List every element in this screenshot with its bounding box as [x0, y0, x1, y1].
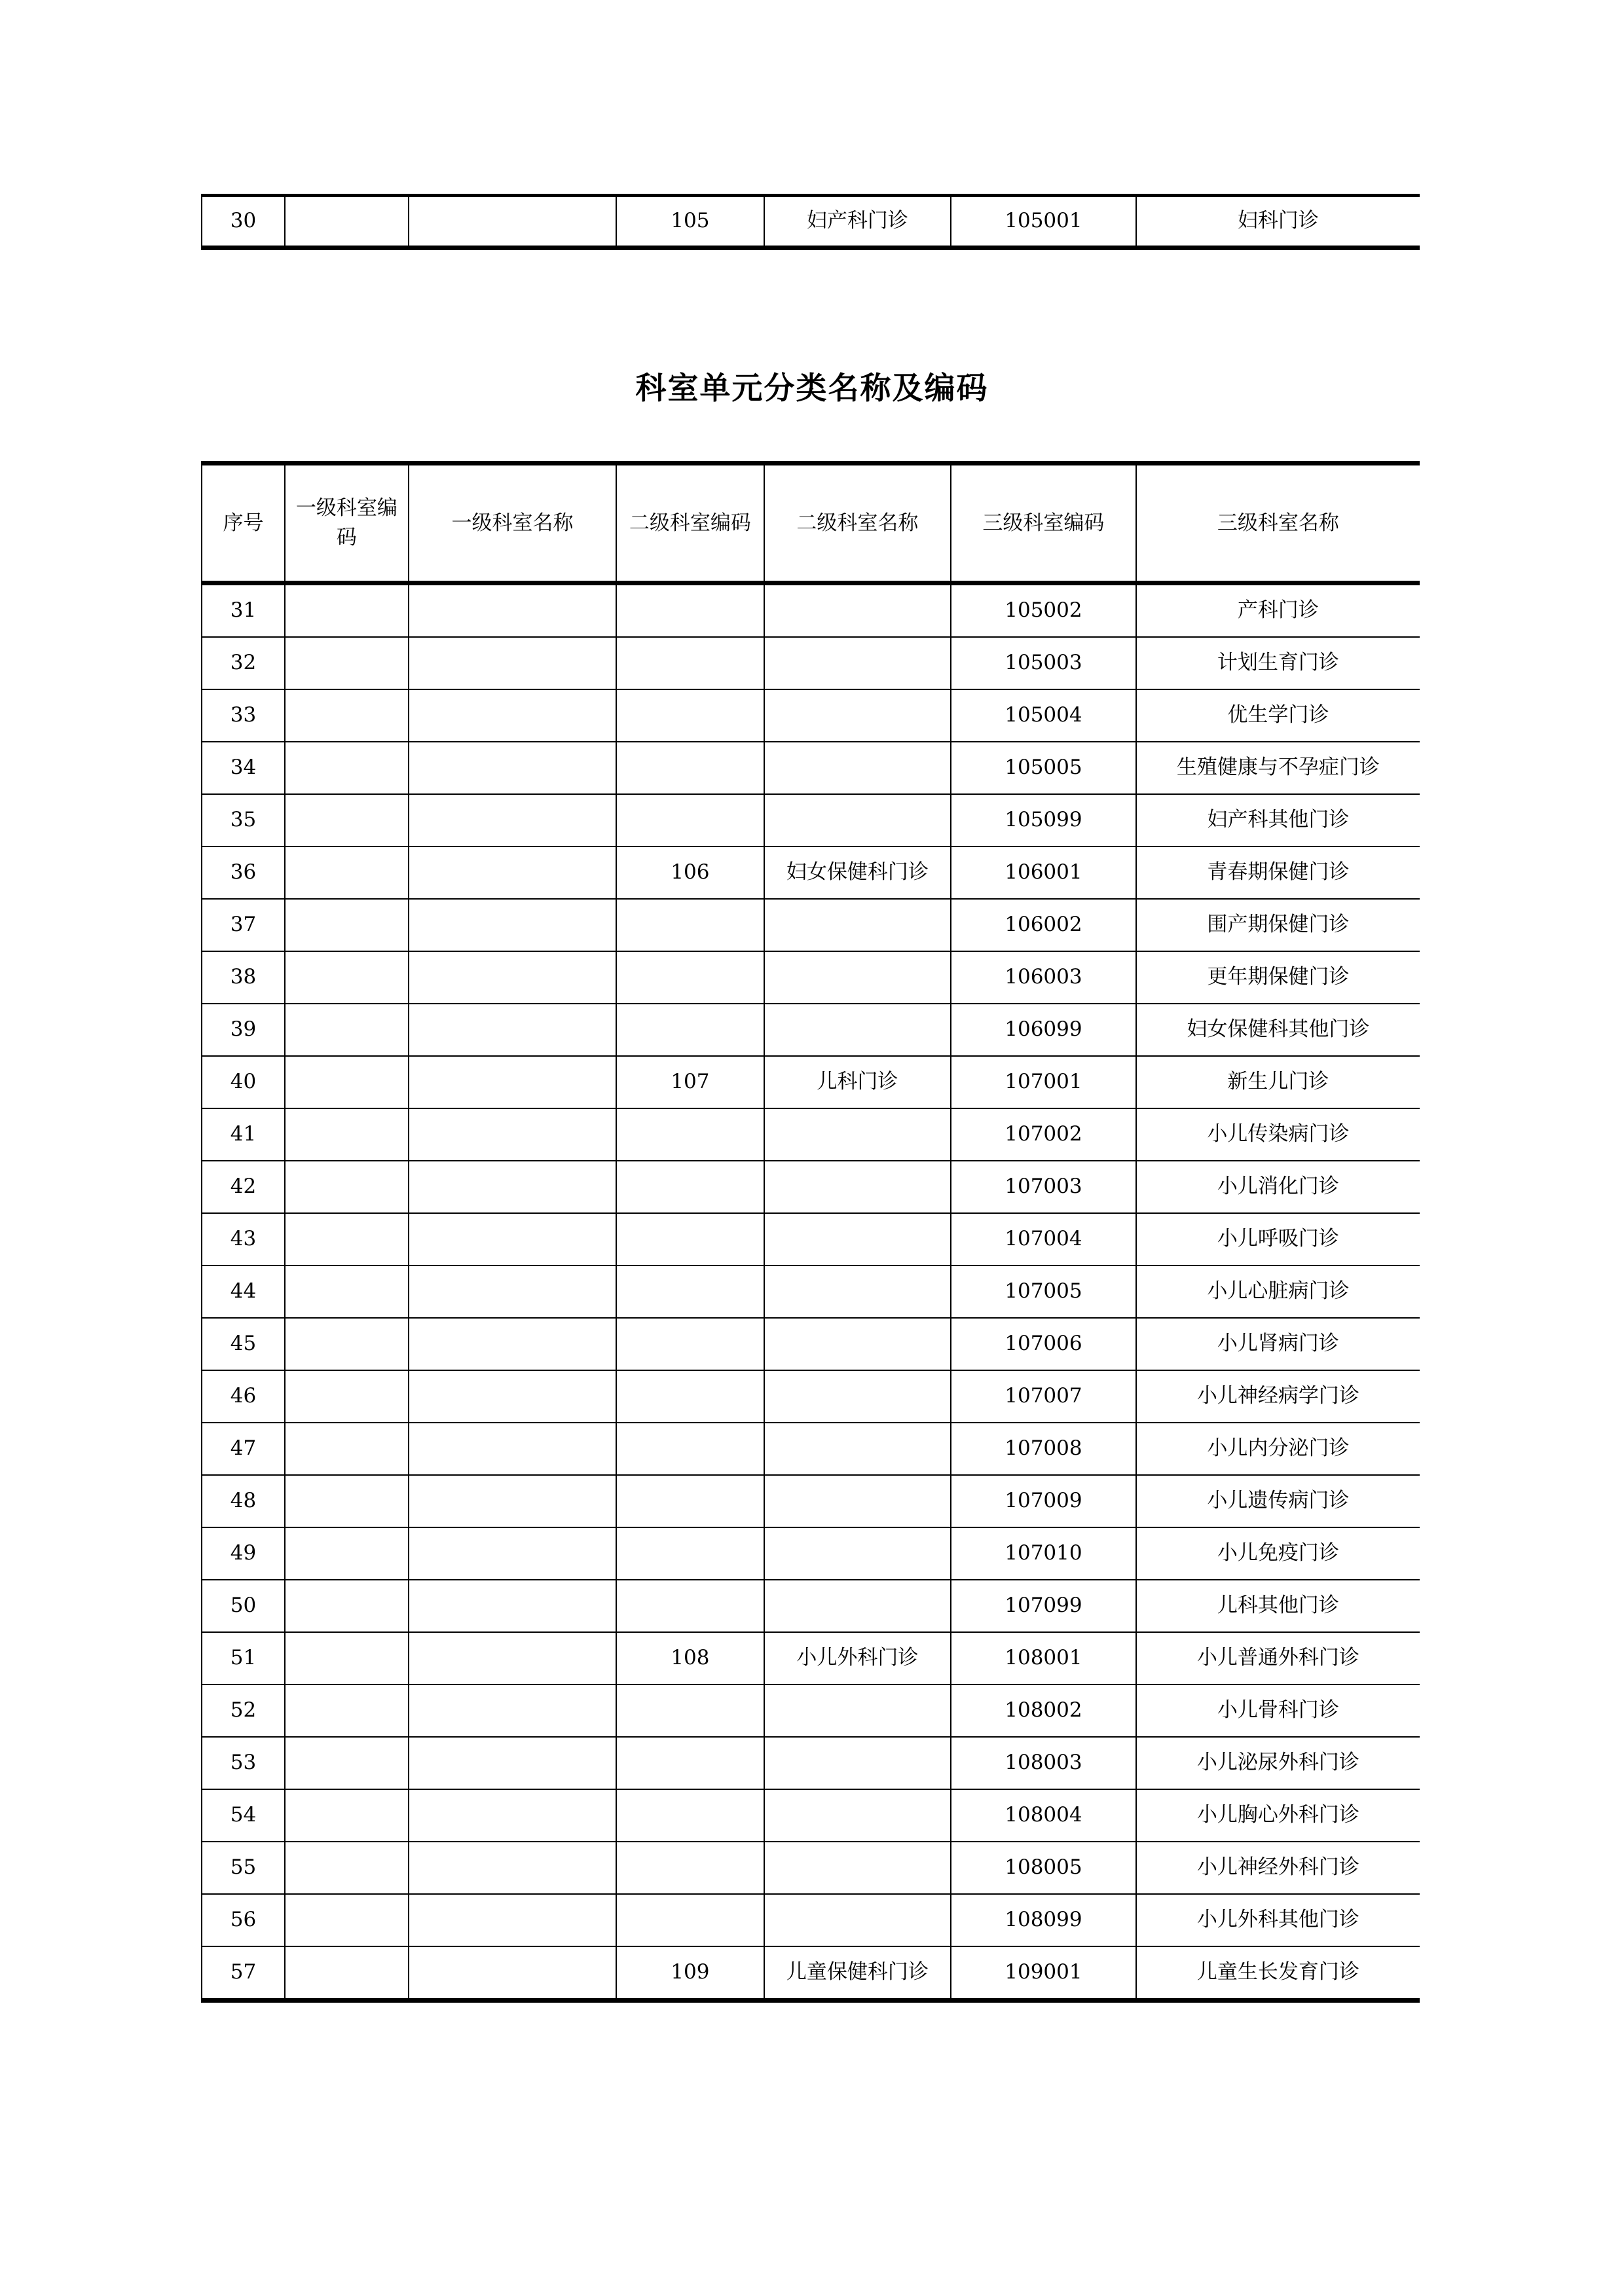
cell-l3-name: 新生儿门诊	[1136, 1056, 1420, 1108]
cell-l3-name: 计划生育门诊	[1136, 637, 1420, 689]
cell-l3-name: 儿童生长发育门诊	[1136, 1946, 1420, 2001]
cell-l3-name: 小儿骨科门诊	[1136, 1685, 1420, 1737]
cell-l3-name: 围产期保健门诊	[1136, 899, 1420, 951]
cell-seq: 31	[202, 583, 285, 638]
cell-l1-code	[285, 794, 409, 847]
cell-l1-name	[409, 847, 616, 899]
cell-seq: 48	[202, 1475, 285, 1527]
table-row	[202, 1108, 1420, 1161]
table-row	[202, 1423, 1420, 1475]
cell-l3-code: 107003	[951, 1161, 1135, 1213]
cell-l3-name: 妇产科其他门诊	[1136, 794, 1420, 847]
cell-l2-code	[616, 1213, 764, 1266]
cell-l3-name: 小儿消化门诊	[1136, 1161, 1420, 1213]
table-row	[202, 1475, 1420, 1527]
table-row	[202, 951, 1420, 1004]
cell-l3-code: 108099	[951, 1894, 1135, 1946]
table-row	[202, 847, 1420, 899]
cell-l1-code	[285, 1475, 409, 1527]
cell-l3-name: 产科门诊	[1136, 583, 1420, 638]
cell-l3-code: 105005	[951, 742, 1135, 794]
cell-l3-name: 生殖健康与不孕症门诊	[1136, 742, 1420, 794]
cell-l1-code	[285, 1213, 409, 1266]
cell-seq: 32	[202, 637, 285, 689]
cell-l1-code	[285, 847, 409, 899]
cell-seq: 46	[202, 1370, 285, 1423]
cell-l1-name	[409, 951, 616, 1004]
cell-seq: 42	[202, 1161, 285, 1213]
cell-l3-code: 108005	[951, 1842, 1135, 1894]
cell-l2-code: 109	[616, 1946, 764, 2001]
table-row	[202, 1004, 1420, 1056]
cell-l2-name	[764, 1580, 951, 1632]
cell-l3-name: 小儿内分泌门诊	[1136, 1423, 1420, 1475]
cell-l3-code: 106099	[951, 1004, 1135, 1056]
cell-l2-code	[616, 1423, 764, 1475]
cell-l1-code	[285, 1370, 409, 1423]
cell-l3-name: 小儿神经病学门诊	[1136, 1370, 1420, 1423]
cell-l2-code	[616, 1527, 764, 1580]
table-row	[202, 1318, 1420, 1370]
cell-l2-name	[764, 1685, 951, 1737]
cell-l2-name: 妇产科门诊	[764, 196, 951, 248]
cell-l2-name	[764, 1894, 951, 1946]
table-row	[202, 1789, 1420, 1842]
cell-l2-name	[764, 583, 951, 638]
cell-l1-code	[285, 1789, 409, 1842]
cell-l3-code: 105002	[951, 583, 1135, 638]
cell-l1-name	[409, 1789, 616, 1842]
cell-l1-code	[285, 1161, 409, 1213]
table-row	[202, 1213, 1420, 1266]
table-row	[202, 1056, 1420, 1108]
cell-seq: 43	[202, 1213, 285, 1266]
cell-l3-code: 108001	[951, 1632, 1135, 1685]
cell-seq: 57	[202, 1946, 285, 2001]
cell-l1-code	[285, 1527, 409, 1580]
cell-l2-code	[616, 1318, 764, 1370]
cell-l1-code	[285, 1266, 409, 1318]
cell-l1-code	[285, 196, 409, 248]
table-row	[202, 742, 1420, 794]
cell-l1-code	[285, 1842, 409, 1894]
cell-l3-name: 青春期保健门诊	[1136, 847, 1420, 899]
cell-l1-name	[409, 1527, 616, 1580]
cell-l2-name	[764, 1213, 951, 1266]
department-classification-table	[201, 461, 1420, 2003]
column-header-seq: 序号	[202, 464, 285, 583]
cell-l2-code	[616, 1737, 764, 1789]
cell-l1-name	[409, 1580, 616, 1632]
cell-l1-name	[409, 1475, 616, 1527]
cell-l1-code	[285, 689, 409, 742]
cell-l3-name: 妇女保健科其他门诊	[1136, 1004, 1420, 1056]
cell-l3-code: 107009	[951, 1475, 1135, 1527]
cell-l3-code: 107099	[951, 1580, 1135, 1632]
cell-l1-code	[285, 1056, 409, 1108]
cell-l2-code	[616, 899, 764, 951]
cell-l2-name: 儿科门诊	[764, 1056, 951, 1108]
cell-seq: 53	[202, 1737, 285, 1789]
cell-l1-name	[409, 689, 616, 742]
cell-l2-name	[764, 1475, 951, 1527]
cell-seq: 47	[202, 1423, 285, 1475]
cell-l2-code	[616, 689, 764, 742]
cell-l2-code	[616, 1580, 764, 1632]
cell-l3-code: 107004	[951, 1213, 1135, 1266]
cell-l3-code: 105003	[951, 637, 1135, 689]
cell-l2-name	[764, 1266, 951, 1318]
cell-l1-code	[285, 1685, 409, 1737]
cell-l2-code	[616, 1685, 764, 1737]
cell-l3-code: 108004	[951, 1789, 1135, 1842]
table-row	[202, 1632, 1420, 1685]
cell-l3-name: 小儿肾病门诊	[1136, 1318, 1420, 1370]
cell-l3-code: 107007	[951, 1370, 1135, 1423]
cell-l2-code	[616, 1894, 764, 1946]
cell-l2-code	[616, 1789, 764, 1842]
cell-l2-code	[616, 1842, 764, 1894]
cell-l1-name	[409, 794, 616, 847]
cell-l1-name	[409, 1266, 616, 1318]
cell-l2-name	[764, 951, 951, 1004]
cell-l3-code: 107001	[951, 1056, 1135, 1108]
cell-l3-code: 107005	[951, 1266, 1135, 1318]
cell-l2-name	[764, 1789, 951, 1842]
cell-seq: 50	[202, 1580, 285, 1632]
table-row	[202, 1894, 1420, 1946]
cell-l2-name	[764, 689, 951, 742]
cell-l3-name: 小儿神经外科门诊	[1136, 1842, 1420, 1894]
table-row	[202, 794, 1420, 847]
cell-l3-name: 小儿遗传病门诊	[1136, 1475, 1420, 1527]
table-row	[202, 1266, 1420, 1318]
cell-seq: 55	[202, 1842, 285, 1894]
cell-l3-name: 小儿免疫门诊	[1136, 1527, 1420, 1580]
cell-l1-code	[285, 899, 409, 951]
cell-l2-name	[764, 1108, 951, 1161]
cell-l3-name: 小儿心脏病门诊	[1136, 1266, 1420, 1318]
cell-l1-code	[285, 637, 409, 689]
cell-seq: 44	[202, 1266, 285, 1318]
cell-l1-name	[409, 1842, 616, 1894]
cell-l2-name	[764, 1004, 951, 1056]
cell-l1-name	[409, 1423, 616, 1475]
cell-seq: 30	[202, 196, 285, 248]
cell-l2-code	[616, 1370, 764, 1423]
cell-seq: 33	[202, 689, 285, 742]
cell-seq: 52	[202, 1685, 285, 1737]
cell-seq: 49	[202, 1527, 285, 1580]
cell-l2-code	[616, 1266, 764, 1318]
cell-l2-code	[616, 637, 764, 689]
cell-l2-name	[764, 1737, 951, 1789]
cell-l1-name	[409, 1737, 616, 1789]
cell-l3-code: 107010	[951, 1527, 1135, 1580]
cell-l2-name	[764, 1527, 951, 1580]
cell-l1-code	[285, 1632, 409, 1685]
column-header-l3-code: 三级科室编码	[951, 464, 1135, 583]
cell-l2-code: 108	[616, 1632, 764, 1685]
cell-l2-name	[764, 1370, 951, 1423]
cell-l1-name	[409, 1161, 616, 1213]
table-body	[202, 583, 1420, 2001]
cell-l2-name	[764, 637, 951, 689]
cell-seq: 39	[202, 1004, 285, 1056]
table-row	[202, 1685, 1420, 1737]
cell-l1-name	[409, 742, 616, 794]
cell-seq: 40	[202, 1056, 285, 1108]
cell-l1-code	[285, 1004, 409, 1056]
cell-l3-code: 108002	[951, 1685, 1135, 1737]
table-row	[202, 1946, 1420, 2001]
cell-l2-name: 儿童保健科门诊	[764, 1946, 951, 2001]
cell-l3-code: 107008	[951, 1423, 1135, 1475]
cell-l1-name	[409, 899, 616, 951]
cell-l1-name	[409, 1632, 616, 1685]
cell-l3-name: 优生学门诊	[1136, 689, 1420, 742]
cell-l3-code: 107006	[951, 1318, 1135, 1370]
column-header-l2-code: 二级科室编码	[616, 464, 764, 583]
cell-l2-name	[764, 1842, 951, 1894]
cell-l1-name	[409, 1685, 616, 1737]
cell-l2-code	[616, 742, 764, 794]
cell-l3-code: 105004	[951, 689, 1135, 742]
cell-l3-name: 小儿普通外科门诊	[1136, 1632, 1420, 1685]
cell-l2-code	[616, 1108, 764, 1161]
cell-l2-code	[616, 1004, 764, 1056]
cell-l3-name: 更年期保健门诊	[1136, 951, 1420, 1004]
cell-seq: 35	[202, 794, 285, 847]
cell-l2-code: 105	[616, 196, 764, 248]
cell-l3-name: 小儿呼吸门诊	[1136, 1213, 1420, 1266]
table-row	[202, 1161, 1420, 1213]
cell-l2-code	[616, 794, 764, 847]
cell-l1-code	[285, 951, 409, 1004]
cell-l2-name	[764, 742, 951, 794]
cell-l3-code: 105099	[951, 794, 1135, 847]
cell-l3-code: 106001	[951, 847, 1135, 899]
cell-seq: 51	[202, 1632, 285, 1685]
cell-seq: 56	[202, 1894, 285, 1946]
column-header-l1-code: 一级科室编码	[285, 464, 409, 583]
table-row	[202, 1370, 1420, 1423]
cell-seq: 37	[202, 899, 285, 951]
cell-seq: 34	[202, 742, 285, 794]
cell-seq: 54	[202, 1789, 285, 1842]
cell-l2-name	[764, 899, 951, 951]
cell-l3-code: 105001	[951, 196, 1135, 248]
cell-l3-name: 儿科其他门诊	[1136, 1580, 1420, 1632]
page-title: 科室单元分类名称及编码	[635, 371, 989, 407]
cell-l3-code: 106002	[951, 899, 1135, 951]
cell-l1-code	[285, 1318, 409, 1370]
cell-l1-name	[409, 583, 616, 638]
cell-l1-name	[409, 1108, 616, 1161]
cell-l2-name	[764, 1161, 951, 1213]
cell-l2-code	[616, 1161, 764, 1213]
cell-l3-name: 小儿传染病门诊	[1136, 1108, 1420, 1161]
cell-l2-code: 107	[616, 1056, 764, 1108]
cell-l3-code: 108003	[951, 1737, 1135, 1789]
cell-l2-name	[764, 1423, 951, 1475]
cell-l3-name: 小儿胸心外科门诊	[1136, 1789, 1420, 1842]
cell-l1-code	[285, 1894, 409, 1946]
cell-l1-code	[285, 1580, 409, 1632]
cell-l1-code	[285, 583, 409, 638]
cell-l1-code	[285, 1423, 409, 1475]
table-row	[202, 1842, 1420, 1894]
cell-seq: 38	[202, 951, 285, 1004]
column-header-l1-name: 一级科室名称	[409, 464, 616, 583]
cell-l1-code	[285, 742, 409, 794]
column-header-l3-name: 三级科室名称	[1136, 464, 1420, 583]
cell-l2-name: 妇女保健科门诊	[764, 847, 951, 899]
column-header-l2-name: 二级科室名称	[764, 464, 951, 583]
cell-l2-name	[764, 794, 951, 847]
table-header-row	[202, 464, 1420, 583]
table-row	[202, 196, 1420, 248]
cell-l1-code	[285, 1737, 409, 1789]
cell-l1-name	[409, 1946, 616, 2001]
cell-l1-name	[409, 196, 616, 248]
cell-seq: 36	[202, 847, 285, 899]
cell-l2-code: 106	[616, 847, 764, 899]
cell-l2-name: 小儿外科门诊	[764, 1632, 951, 1685]
continuation-table-fragment	[201, 194, 1420, 250]
cell-l1-name	[409, 1894, 616, 1946]
cell-l1-name	[409, 1318, 616, 1370]
cell-l3-name: 妇科门诊	[1136, 196, 1420, 248]
cell-l3-code: 107002	[951, 1108, 1135, 1161]
cell-l1-name	[409, 637, 616, 689]
cell-l3-code: 106003	[951, 951, 1135, 1004]
cell-l2-code	[616, 951, 764, 1004]
cell-l1-name	[409, 1056, 616, 1108]
cell-seq: 41	[202, 1108, 285, 1161]
table-row	[202, 1527, 1420, 1580]
table-row	[202, 1737, 1420, 1789]
cell-seq: 45	[202, 1318, 285, 1370]
cell-l1-code	[285, 1946, 409, 2001]
table-row	[202, 689, 1420, 742]
table-row	[202, 1580, 1420, 1632]
cell-l1-code	[285, 1108, 409, 1161]
table-row	[202, 583, 1420, 638]
cell-l3-name: 小儿泌尿外科门诊	[1136, 1737, 1420, 1789]
cell-l3-name: 小儿外科其他门诊	[1136, 1894, 1420, 1946]
cell-l2-name	[764, 1318, 951, 1370]
cell-l3-code: 109001	[951, 1946, 1135, 2001]
cell-l2-code	[616, 1475, 764, 1527]
cell-l1-name	[409, 1213, 616, 1266]
cell-l1-name	[409, 1004, 616, 1056]
cell-l2-code	[616, 583, 764, 638]
table-row	[202, 637, 1420, 689]
cell-l1-name	[409, 1370, 616, 1423]
table-row	[202, 899, 1420, 951]
